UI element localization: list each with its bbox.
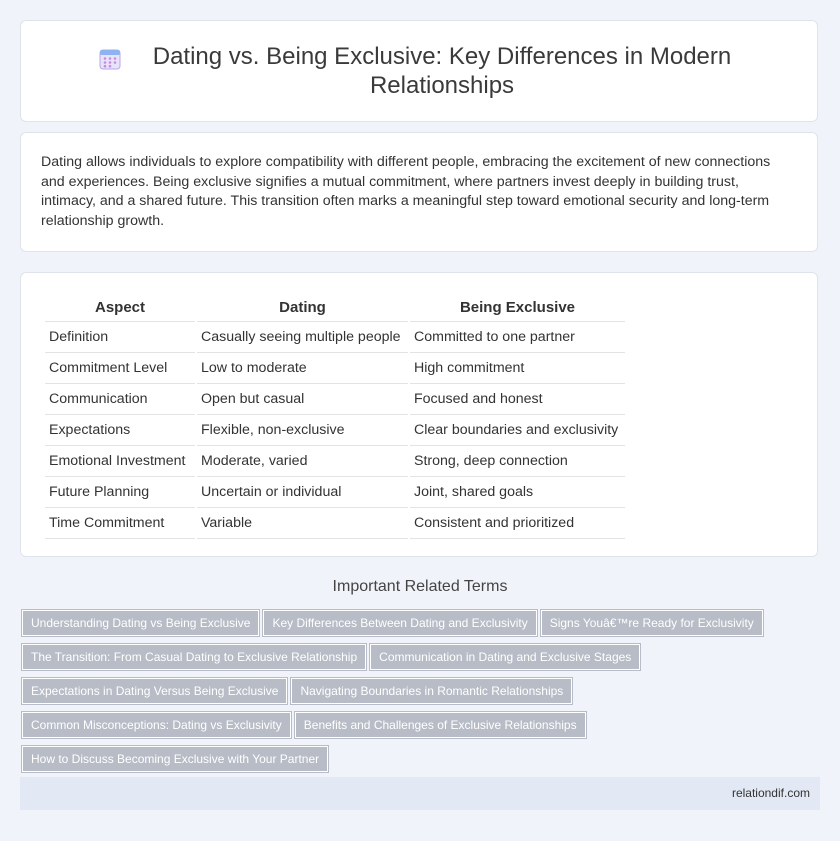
table-cell: Casually seeing multiple people xyxy=(197,322,408,353)
intro-text: Dating allows individuals to explore compatibility with different people, embracing the excitement of new connections and experiences. Being exclusive signifies a mutual commitment, where partners invest deeply in building trust, intimacy, and a shared future. This transition often marks a meaningful step toward emotional security and long-term relationship growth. xyxy=(41,154,771,229)
table-cell: Flexible, non-exclusive xyxy=(197,415,408,446)
table-cell: Emotional Investment xyxy=(45,446,195,477)
related-term-link[interactable]: Communication in Dating and Exclusive Stages xyxy=(370,644,640,670)
title-card xyxy=(20,20,818,122)
table-cell: Uncertain or individual xyxy=(197,477,408,508)
related-term-link[interactable]: Benefits and Challenges of Exclusive Relationships xyxy=(295,712,586,738)
related-term-link[interactable]: How to Discuss Becoming Exclusive with Your Partner xyxy=(22,746,328,772)
table-row xyxy=(45,384,625,415)
table-cell: Clear boundaries and exclusivity xyxy=(410,415,625,446)
table-cell: Committed to one partner xyxy=(410,322,625,353)
table-cell: Definition xyxy=(45,322,195,353)
table-row xyxy=(45,508,625,539)
table-cell: Time Commitment xyxy=(45,508,195,539)
table-cell: Communication xyxy=(45,384,195,415)
table-cell: Moderate, varied xyxy=(197,446,408,477)
table-cell: Commitment Level xyxy=(45,353,195,384)
table-cell: Joint, shared goals xyxy=(410,477,625,508)
related-terms-list xyxy=(22,610,802,780)
related-term-link[interactable]: Navigating Boundaries in Romantic Relationships xyxy=(291,678,572,704)
related-term-link[interactable]: Understanding Dating vs Being Exclusive xyxy=(22,610,259,636)
comparison-table xyxy=(43,293,627,539)
related-term-link[interactable]: Key Differences Between Dating and Exclusivity xyxy=(263,610,536,636)
table-cell: Consistent and prioritized xyxy=(410,508,625,539)
related-term-link[interactable]: Signs Youâ€™re Ready for Exclusivity xyxy=(541,610,763,636)
footer xyxy=(20,777,820,810)
column-header: Aspect xyxy=(45,293,195,322)
table-cell: Strong, deep connection xyxy=(410,446,625,477)
related-term-link[interactable]: Common Misconceptions: Dating vs Exclusivity xyxy=(22,712,291,738)
table-cell: Focused and honest xyxy=(410,384,625,415)
footer-site-link[interactable]: relationdif.com xyxy=(731,786,810,800)
table-cell: Low to moderate xyxy=(197,353,408,384)
related-term-link[interactable]: The Transition: From Casual Dating to Exclusive Relationship xyxy=(22,644,366,670)
table-row xyxy=(45,477,625,508)
table-cell: Expectations xyxy=(45,415,195,446)
table-row xyxy=(45,446,625,477)
table-cell: Open but casual xyxy=(197,384,408,415)
table-row xyxy=(45,415,625,446)
comparison-card xyxy=(20,272,818,557)
column-header: Dating xyxy=(197,293,408,322)
related-terms-heading: Important Related Terms xyxy=(332,578,508,595)
calendar-icon xyxy=(99,48,121,70)
related-term-link[interactable]: Expectations in Dating Versus Being Exclusive xyxy=(22,678,287,704)
table-cell: Future Planning xyxy=(45,477,195,508)
table-cell: High commitment xyxy=(410,353,625,384)
intro-card xyxy=(20,132,818,252)
table-header-row xyxy=(45,293,625,322)
table-row xyxy=(45,322,625,353)
table-cell: Variable xyxy=(197,508,408,539)
page-title: Dating vs. Being Exclusive: Key Differences in Modern Relationships xyxy=(152,43,732,99)
column-header: Being Exclusive xyxy=(410,293,625,322)
table-row xyxy=(45,353,625,384)
